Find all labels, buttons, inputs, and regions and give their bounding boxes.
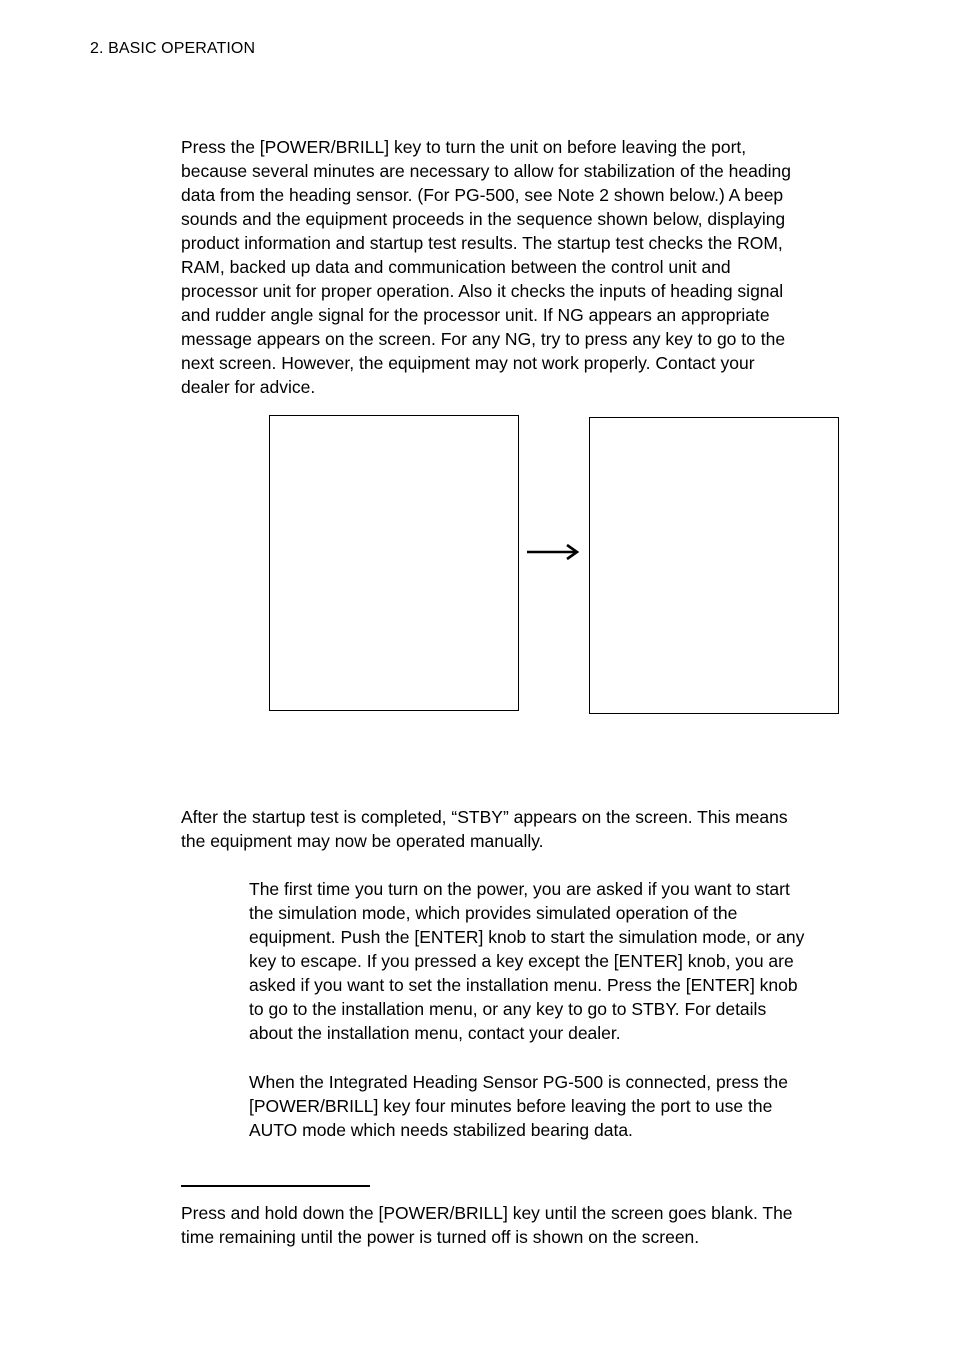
right-arrow-icon [525,540,581,564]
text-line: because several minutes are necessary to allow for stabilization of the heading [181,161,791,181]
text-line: to go to the installation menu, or any key to go to STBY. For details [249,999,767,1019]
test-results-screen-illustration [589,417,839,714]
text-line: sounds and the equipment proceeds in the sequence shown below, displaying [181,209,786,229]
text-line: AUTO mode which needs stabilized bearing data. [249,1120,633,1140]
note-2-paragraph [249,1070,788,1142]
text-line: asked if you want to set the installation menu. Press the [ENTER] knob [249,975,798,995]
section-header: 2. BASIC OPERATION [90,40,256,57]
text-line: key to escape. If you pressed a key except the [ENTER] knob, you are [249,951,794,971]
text-line: Press the [POWER/BRILL] key to turn the unit on before leaving the port, [181,137,747,157]
text-line: about the installation menu, contact your dealer. [249,1023,621,1043]
text-line: processor unit for proper operation. Also it checks the inputs of heading signal [181,281,784,301]
text-line: The first time you turn on the power, you are asked if you want to start [249,879,790,899]
text-line: time remaining until the power is turned off is shown on the screen. [181,1227,700,1247]
text-line: RAM, backed up data and communication between the control unit and [181,257,731,277]
text-line: product information and startup test results. The startup test checks the ROM, [181,233,783,253]
power-on-paragraph [181,135,791,399]
text-line: message appears on the screen. For any NG, try to press any key to go to the [181,329,786,349]
text-line: data from the heading sensor. (For PG-500, see Note 2 shown below.) A beep [181,185,784,205]
text-line: Press and hold down the [POWER/BRILL] key until the screen goes blank. The [181,1203,793,1223]
stby-paragraph [181,805,788,853]
text-line: the equipment may now be operated manually. [181,831,544,851]
power-off-paragraph [181,1201,793,1249]
text-line: next screen. However, the equipment may not work properly. Contact your [181,353,755,373]
text-line: the simulation mode, which provides simulated operation of the [249,903,738,923]
text-line: [POWER/BRILL] key four minutes before leaving the port to use the [249,1096,773,1116]
startup-screen-illustration [269,415,519,711]
text-line: When the Integrated Heading Sensor PG-500 is connected, press the [249,1072,788,1092]
text-line: dealer for advice. [181,377,316,397]
note-1-paragraph [249,877,804,1045]
text-line: After the startup test is completed, “STBY” appears on the screen. This means [181,807,788,827]
section-divider [181,1185,370,1187]
text-line: and rudder angle signal for the processor unit. If NG appears an appropriate [181,305,770,325]
text-line: equipment. Push the [ENTER] knob to start the simulation mode, or any [249,927,805,947]
